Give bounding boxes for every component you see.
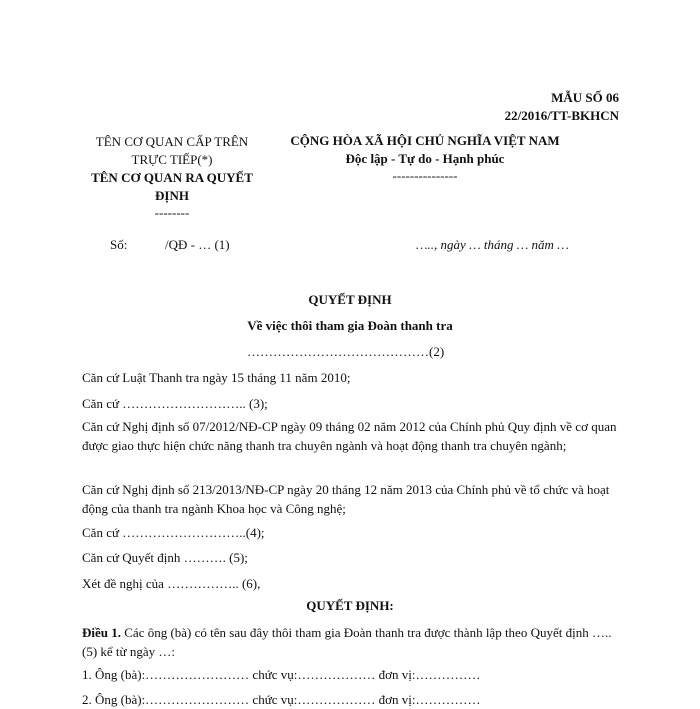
circular-number: 22/2016/TT-BKHCN [504,108,619,123]
preamble-clause: Căn cứ Nghị định số 213/2013/NĐ-CP ngày 20 tháng 12 năm 2013 của Chính phủ về tổ chức và hoạt động của thanh tra ngành Khoa học và Công nghệ; [82,482,610,516]
article-1-text: Các ông (bà) có tên sau đây thôi tham gia Đoàn thanh tra được thành lập theo Quyết định …..(5) kể từ ngày …: [82,625,612,659]
member-line: 2. Ông (bà):…………………… chức vụ:……………… đơn vị:…………… [82,692,481,707]
issuing-agency: TÊN CƠ QUAN RA QUYẾT ĐỊNH [91,170,253,203]
article-1-label: Điều 1. [82,625,121,640]
form-code: MẪU SỐ 06 [551,90,619,105]
decision-number: /QĐ - … (1) [165,237,230,252]
issuer-line: ……………………………………(2) [247,344,445,359]
member-line: 1. Ông (bà):…………………… chức vụ:……………… đơn vị:…………… [82,667,481,682]
nation-motto: Độc lập - Tự do - Hạnh phúc [345,151,505,166]
decision-heading: QUYẾT ĐỊNH: [306,598,394,613]
preamble-clause: Căn cứ Nghị định số 07/2012/NĐ-CP ngày 09 tháng 02 năm 2012 của Chính phủ Quy định về cơ quan được giao thực hiện chức năng thanh tra chuyên ngành và hoạt động thanh tra chuyên ngành; [82,419,617,453]
article-1 [82,623,622,661]
motto-rule: --------------- [392,168,458,183]
document-subject: Về việc thôi tham gia Đoàn thanh tra [247,318,453,333]
preamble-clause: Căn cứ Luật Thanh tra ngày 15 tháng 11 năm 2010; [82,370,351,385]
superior-agency: TÊN CƠ QUAN CẤP TRÊN TRỰC TIẾP(*) [95,134,249,167]
preamble-clause: Xét đề nghị của …………….. (6), [82,576,261,591]
nation-name: CỘNG HÒA XÃ HỘI CHỦ NGHĨA VIỆT NAM [290,133,560,148]
preamble-clause: Căn cứ ……………………….. (3); [82,396,268,411]
preamble-clause: Căn cứ ………………………..(4); [82,525,265,540]
document-type: QUYẾT ĐỊNH [308,292,392,307]
date-line: ….., ngày … tháng … năm … [416,237,569,252]
preamble-clause: Căn cứ Quyết định ………. (5); [82,550,248,565]
agency-rule: -------- [154,205,190,220]
number-label: Số: [110,237,128,252]
